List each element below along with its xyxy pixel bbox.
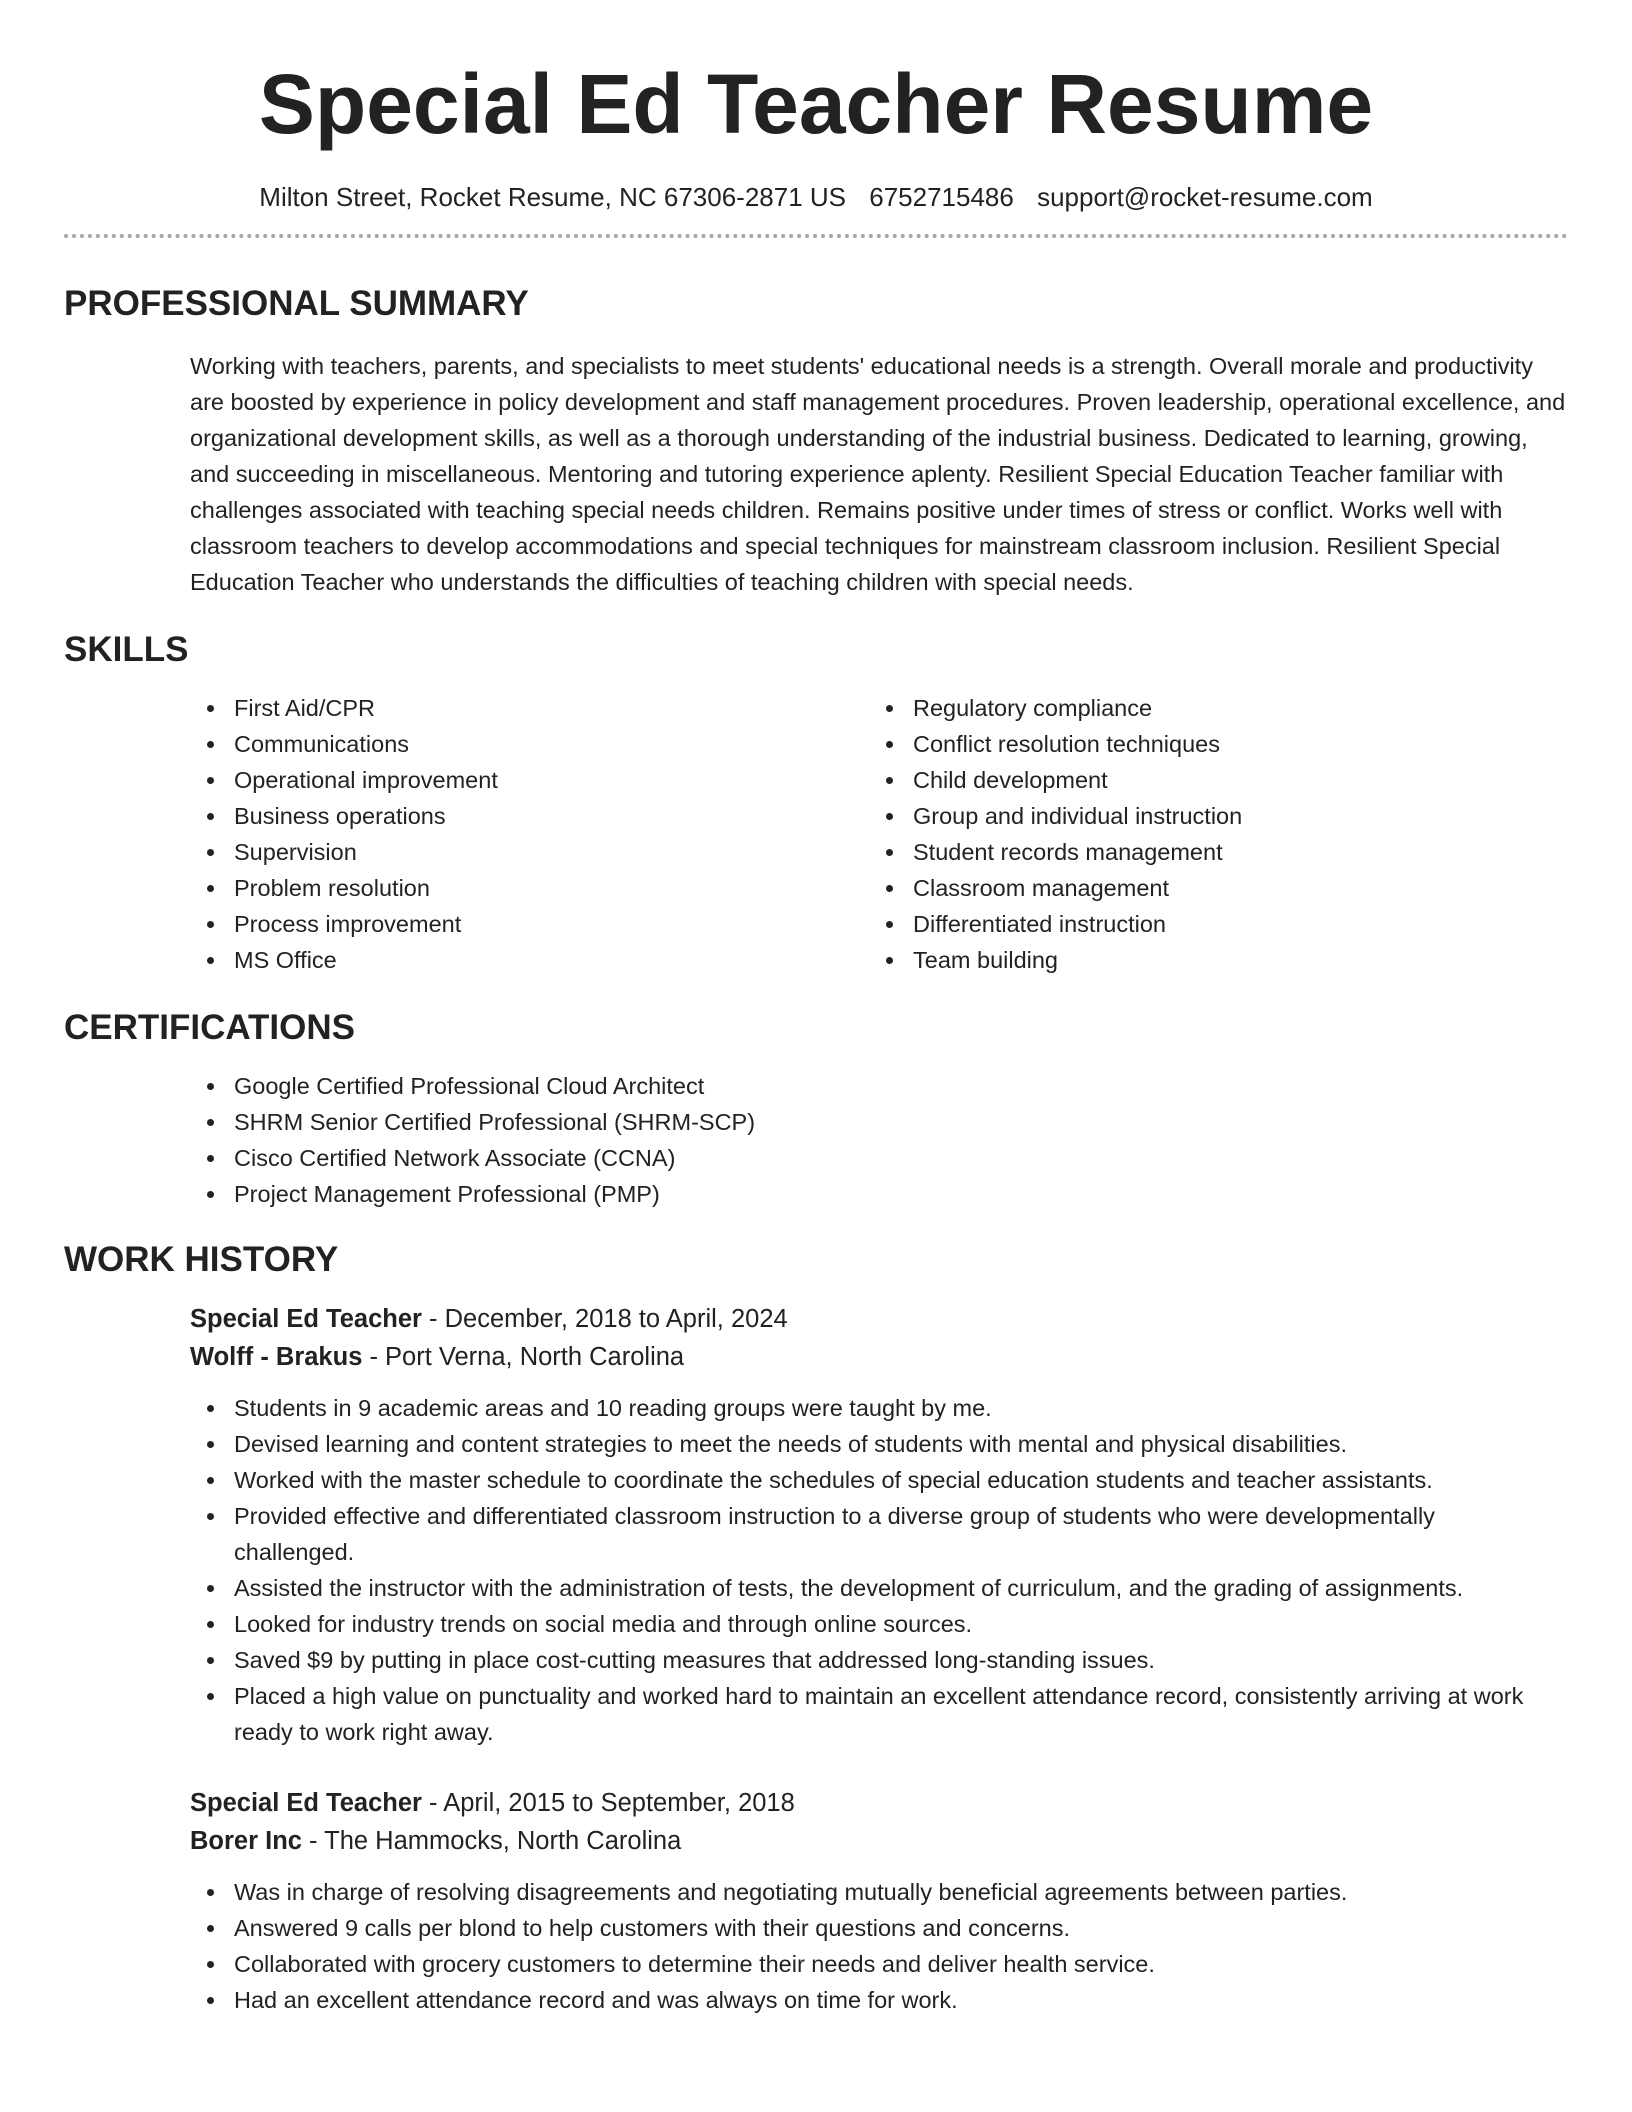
skill-item: Team building	[744, 942, 1424, 978]
job-duties-list	[64, 1390, 1568, 1750]
summary-text: Working with teachers, parents, and specialists to meet students' educational needs is a strength. Overall morale and productivity are boosted by experience in policy development and staff management procedures. Proven leadership, operational excellence, and organizational development skills, as well as a thorough understanding of the industrial business. Dedicated to learning, growing, and succeeding in miscellaneous. Mentoring and tutoring experience aplenty. Resilient Special Education Teacher familiar with challenges associated with teaching special needs children. Remains positive under times of stress or conflict. Works well with classroom teachers to develop accommodations and special techniques for mainstream classroom inclusion. Resilient Special Education Teacher who understands the difficulties of teaching children with special needs.	[190, 353, 1566, 595]
job-company-line	[190, 1338, 1568, 1376]
job-duty-item: Devised learning and content strategies to meet the needs of students with mental and physical disabilities.	[64, 1426, 1568, 1462]
skill-item: Child development	[744, 762, 1424, 798]
skill-item: Process improvement	[64, 906, 744, 942]
header-divider	[64, 234, 1568, 238]
job-duties-list	[64, 1874, 1568, 2018]
contact-address: Milton Street, Rocket Resume, NC 67306-2871 US	[259, 182, 846, 212]
job-duty-item: Students in 9 academic areas and 10 reading groups were taught by me.	[64, 1390, 1568, 1426]
job-role: Special Ed Teacher	[190, 1789, 422, 1817]
job-duty-item: Provided effective and differentiated classroom instruction to a diverse group of students who were developmentally challenged.	[64, 1498, 1568, 1570]
job-role: Special Ed Teacher	[190, 1305, 422, 1333]
skill-item: MS Office	[64, 942, 744, 978]
job-title-line	[190, 1300, 1568, 1338]
job-duty-item: Answered 9 calls per blond to help customers with their questions and concerns.	[64, 1910, 1568, 1946]
job-company: Borer Inc	[190, 1827, 302, 1855]
skills-column-left	[64, 690, 744, 978]
contact-phone: 6752715486	[869, 182, 1014, 212]
skill-item: Supervision	[64, 834, 744, 870]
job-dates: - December, 2018 to April, 2024	[421, 1305, 788, 1333]
skill-item: Student records management	[744, 834, 1424, 870]
job-entry	[64, 1300, 1568, 1750]
job-location: - Port Verna, North Carolina	[362, 1343, 685, 1371]
skills-list	[64, 690, 1568, 978]
skill-item: Business operations	[64, 798, 744, 834]
job-duty-item: Assisted the instructor with the administration of tests, the development of curriculum, and the grading of assignments.	[64, 1570, 1568, 1606]
job-duty-item: Saved $9 by putting in place cost-cutting measures that addressed long-standing issues.	[64, 1642, 1568, 1678]
skills-heading: SKILLS	[64, 630, 189, 669]
job-dates: - April, 2015 to September, 2018	[421, 1789, 795, 1817]
resume-title: Special Ed Teacher Resume	[258, 57, 1374, 151]
skill-item: Classroom management	[744, 870, 1424, 906]
skill-item: Conflict resolution techniques	[744, 726, 1424, 762]
skill-item: Regulatory compliance	[744, 690, 1424, 726]
skill-item: Problem resolution	[64, 870, 744, 906]
certification-item: Google Certified Professional Cloud Architect	[64, 1068, 1568, 1104]
job-duty-item: Had an excellent attendance record and was always on time for work.	[64, 1982, 1568, 2018]
certification-item: Project Management Professional (PMP)	[64, 1176, 1568, 1212]
work-history-heading: WORK HISTORY	[64, 1240, 339, 1279]
certifications-list	[64, 1068, 1568, 1212]
skill-item: Communications	[64, 726, 744, 762]
job-company: Wolff - Brakus	[190, 1343, 363, 1371]
skill-item: First Aid/CPR	[64, 690, 744, 726]
skill-item: Operational improvement	[64, 762, 744, 798]
job-duty-item: Looked for industry trends on social media and through online sources.	[64, 1606, 1568, 1642]
contact-email: support@rocket-resume.com	[1037, 182, 1373, 212]
certifications-heading: CERTIFICATIONS	[64, 1008, 356, 1047]
job-duty-item: Worked with the master schedule to coordinate the schedules of special education students and teacher assistants.	[64, 1462, 1568, 1498]
job-duty-item: Placed a high value on punctuality and worked hard to maintain an excellent attendance record, consistently arriving at work ready to work right away.	[64, 1678, 1568, 1750]
certification-item: SHRM Senior Certified Professional (SHRM-SCP)	[64, 1104, 1568, 1140]
contact-line	[64, 180, 1568, 214]
job-title-line	[190, 1784, 1568, 1822]
summary-heading: PROFESSIONAL SUMMARY	[64, 284, 529, 323]
job-location: - The Hammocks, North Carolina	[301, 1827, 682, 1855]
skill-item: Group and individual instruction	[744, 798, 1424, 834]
certification-item: Cisco Certified Network Associate (CCNA)	[64, 1140, 1568, 1176]
job-duty-item: Was in charge of resolving disagreements and negotiating mutually beneficial agreements between parties.	[64, 1874, 1568, 1910]
skills-column-right	[744, 690, 1424, 978]
job-entry	[64, 1784, 1568, 2018]
job-company-line	[190, 1822, 1568, 1860]
job-duty-item: Collaborated with grocery customers to determine their needs and deliver health service.	[64, 1946, 1568, 1982]
skill-item: Differentiated instruction	[744, 906, 1424, 942]
